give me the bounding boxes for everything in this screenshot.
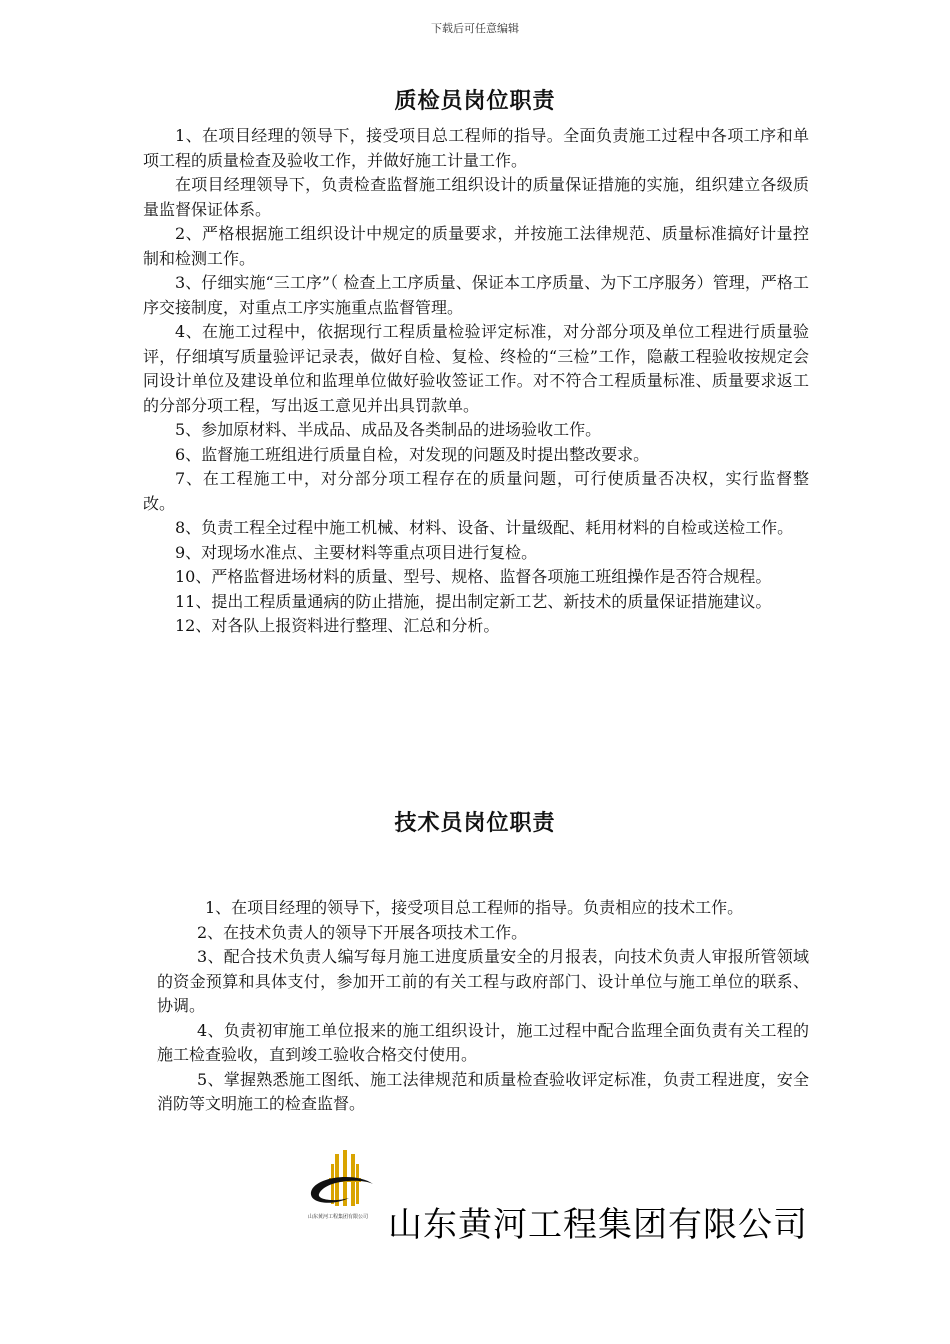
duty-paragraph: 3、仔细实施“三工序”（ 检查上工序质量、保证本工序质量、为下工序服务）管理，严格工序交接制度，对重点工序实施重点监督管理。 [143, 273, 809, 317]
duty-paragraph: 1、在项目经理的领导下，接受项目总工程师的指导。全面负责施工过程中各项工序和单项工程的质量检查及验收工作，并做好施工计量工作。 [143, 126, 809, 170]
duty-paragraph: 4、负责初审施工单位报来的施工组织设计，施工过程中配合监理全面负责有关工程的施工检查验收，直到竣工验收合格交付使用。 [157, 1020, 809, 1064]
duty-paragraph: 2、在技术负责人的领导下开展各项技术工作。 [197, 922, 528, 942]
duty-paragraph: 2、严格根据施工组织设计中规定的质量要求，并按施工法律规范、质量标准搞好计量控制和检测工作。 [143, 224, 809, 268]
duty-paragraph: 在项目经理领导下，负责检查监督施工组织设计的质量保证措施的实施，组织建立各级质量监督保证体系。 [143, 175, 809, 219]
duty-paragraph: 5、掌握熟悉施工图纸、施工法律规范和质量检查验收评定标准，负责工程进度，安全消防等文明施工的检查监督。 [157, 1069, 809, 1113]
section-technician-duties [157, 896, 809, 1117]
section-quality-inspector-duties [143, 124, 809, 639]
duty-paragraph: 11、提出工程质量通病的防止措施，提出制定新工艺、新技术的质量保证措施建议。 [175, 591, 772, 611]
duty-paragraph: 1、在项目经理的领导下，接受项目总工程师的指导。负责相应的技术工作。 [205, 898, 744, 917]
duty-paragraph: 6、监督施工班组进行质量自检，对发现的问题及时提出整改要求。 [175, 444, 650, 464]
section-title-quality-inspector: 质检员岗位职责 [394, 88, 556, 114]
section-title-technician: 技术员岗位职责 [394, 810, 556, 836]
duty-paragraph: 10、严格监督进场材料的质量、型号、规格、监督各项施工班组操作是否符合规程。 [175, 567, 772, 586]
duty-paragraph: 12、对各队上报资料进行整理、汇总和分析。 [175, 616, 500, 635]
logo-caption: 山东黄河工程集团有限公司 [308, 1214, 369, 1220]
header-note: 下载后可任意编辑 [431, 22, 519, 35]
duty-paragraph: 7、在工程施工中，对分部分项工程存在的质量问题，可行使质量否决权，实行监督整改。 [143, 469, 809, 513]
duty-paragraph: 9、对现场水准点、主要材料等重点项目进行复检。 [175, 542, 538, 562]
duty-paragraph: 4、在施工过程中，依据现行工程质量检验评定标准，对分部分项及单位工程进行质量验评，仔细填写质量验评记录表，做好自检、复检、终检的“三检”工作，隐蔽工程验收按规定会同设计单位及建设单位和监理单位做好验收签证工作。对不符合工程质量标准、质量要求返工的分部分项工程，写出返工意见并出具罚款单。 [143, 322, 809, 415]
company-name: 山东黄河工程集团有限公司 [388, 1205, 808, 1245]
duty-paragraph: 8、负责工程全过程中施工机械、材料、设备、计量级配、耗用材料的自检或送检工作。 [175, 518, 794, 537]
duty-paragraph: 5、参加原材料、半成品、成品及各类制品的进场验收工作。 [175, 420, 602, 439]
duty-paragraph: 3、配合技术负责人编写每月施工进度质量安全的月报表，向技术负责人审报所管领域的资金预算和具体支付，参加开工前的有关工程与政府部门、设计单位与施工单位的联系、协调。 [157, 947, 809, 1015]
